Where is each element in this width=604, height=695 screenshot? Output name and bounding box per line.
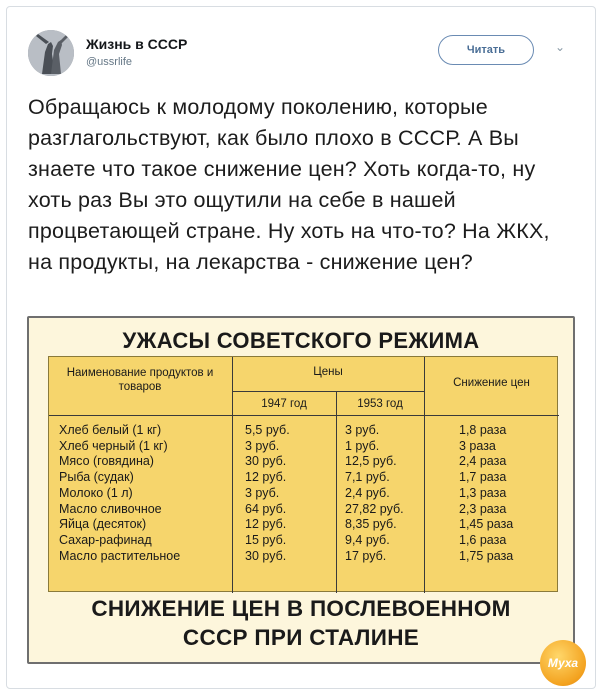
- column-1947: [245, 423, 290, 564]
- image-footer-line1: СНИЖЕНИЕ ЦЕН В ПОСЛЕВОЕННОМ: [91, 596, 511, 621]
- table-cell: Яйца (десяток): [59, 517, 147, 532]
- table-cell: 9,4 руб.: [345, 532, 390, 547]
- table-cell: 7,1 руб.: [345, 470, 390, 485]
- table-cell: Мясо (говядина): [59, 454, 154, 469]
- image-footer-line2: СССР ПРИ СТАЛИНЕ: [182, 625, 420, 650]
- author-name[interactable]: Жизнь в СССР: [86, 36, 188, 52]
- table-divider: [336, 391, 337, 593]
- monument-avatar-icon: [28, 30, 74, 76]
- table-cell: 3 раза: [459, 438, 496, 453]
- table-cell: Хлеб белый (1 кг): [59, 423, 162, 437]
- table-cell: 1,8 раза: [459, 423, 507, 437]
- table-cell: 5,5 руб.: [245, 423, 290, 437]
- header-prices: Цены: [313, 366, 343, 378]
- table-cell: Сахар-рафинад: [59, 532, 152, 547]
- table-cell: Хлеб черный (1 кг): [59, 438, 168, 453]
- table-cell: 2,4 руб.: [345, 485, 390, 500]
- watermark-logo: Муха: [540, 640, 586, 686]
- table-cell: Молоко (1 л): [59, 485, 133, 500]
- chevron-down-icon[interactable]: ⌄: [555, 40, 566, 54]
- table-cell: 1,45 раза: [459, 517, 514, 532]
- column-1953: [345, 423, 404, 564]
- table-cell: 12,5 руб.: [345, 454, 397, 469]
- price-table: [48, 356, 558, 592]
- tweet-text: Обращаюсь к молодому поколению, которые разглагольствуют, как было плохо в СССР. А Вы знаете что такое снижение цен? Хоть когда-то, ну хоть раз Вы это ощутили на себе в нашей процветающей стране. Ну хоть на что-то? На ЖКХ, на продукты, на лекарства - снижение цен?: [28, 95, 550, 274]
- table-cell: 1,3 раза: [459, 485, 507, 500]
- table-cell: 8,35 руб.: [345, 517, 397, 532]
- table-cell: 17 руб.: [345, 548, 387, 563]
- table-cell: 30 руб.: [245, 454, 287, 469]
- header-product: Наименование продуктов и товаров: [66, 367, 214, 393]
- table-cell: 1 руб.: [345, 438, 380, 453]
- table-cell: 64 руб.: [245, 501, 287, 516]
- table-cell: 12 руб.: [245, 470, 287, 485]
- table-cell: 1,6 раза: [459, 532, 507, 547]
- table-cell: Масло сливочное: [59, 501, 162, 516]
- table-divider: [424, 357, 425, 593]
- header-year-1953: 1953 год: [357, 398, 403, 410]
- header-year-1947: 1947 год: [261, 398, 307, 410]
- table-cell: 12 руб.: [245, 517, 287, 532]
- table-cell: 2,4 раза: [459, 454, 507, 469]
- table-cell: 15 руб.: [245, 532, 287, 547]
- table-cell: 30 руб.: [245, 548, 287, 563]
- table-cell: 3 руб.: [345, 423, 380, 437]
- header-reduction: Снижение цен: [453, 377, 530, 389]
- table-cell: Масло растительное: [59, 548, 181, 563]
- table-cell: 3 руб.: [245, 485, 280, 500]
- table-cell: 3 руб.: [245, 438, 280, 453]
- table-divider: [49, 415, 559, 416]
- table-divider: [232, 391, 424, 392]
- follow-button[interactable]: Читать: [438, 35, 534, 65]
- table-divider: [232, 357, 233, 593]
- author-avatar[interactable]: [28, 30, 74, 76]
- column-items: [59, 423, 180, 564]
- image-title: УЖАСЫ СОВЕТСКОГО РЕЖИМА: [122, 328, 480, 353]
- table-cell: 2,3 раза: [459, 501, 507, 516]
- table-cell: Рыба (судак): [59, 470, 134, 485]
- column-reduction: [459, 423, 513, 564]
- table-cell: 1,7 раза: [459, 470, 507, 485]
- table-cell: 27,82 руб.: [345, 501, 404, 516]
- author-handle[interactable]: @ussrlife: [86, 56, 133, 68]
- table-cell: 1,75 раза: [459, 548, 514, 563]
